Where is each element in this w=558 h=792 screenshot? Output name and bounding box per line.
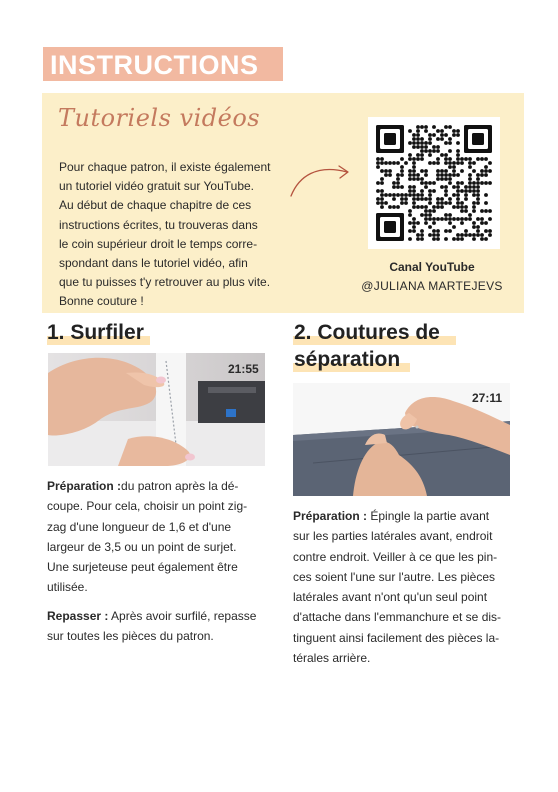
section2-preparation	[293, 506, 510, 668]
arrow-icon	[287, 158, 355, 200]
prep-label: Préparation :	[293, 509, 368, 523]
page-title: INSTRUCTIONS	[50, 50, 259, 80]
section1-heading: 1. Surfiler	[47, 321, 144, 344]
iron-label: Repasser :	[47, 609, 109, 623]
video-section-title: Tutoriels vidéos	[58, 104, 261, 132]
channel-label: Canal YouTube	[389, 260, 475, 274]
video-section-text: Pour chaque patron, il existe également un tutoriel vidéo gratuit sur YouTube. Au début de chaque chapitre de ces instructions écrites, tu trouveras dans le coin supérieur droit le temps corre- spondant dans le tutoriel vidéo, afin que tu puisses t'y retrouver au plus vite. Bonne couture !	[59, 160, 271, 309]
section2-heading-line1: 2. Coutures de	[294, 321, 440, 344]
section2-heading-line2: séparation	[294, 348, 401, 371]
prep-text: Épingle la partie avant sur les parties latérales avant, endroit contre endroit. Veiller à ce que les pin- ces soient l'une sur l'autre. Les pièces latérales avant n'ont qu'un seul point d'attache dans l'emmanchure et se dis- tinguent ainsi facilement des pièces la- térales arrière.	[293, 509, 502, 666]
section1-preparation	[47, 476, 264, 598]
youtube-qr-code[interactable]	[368, 117, 500, 249]
prep-text: du patron après la dé- coupe. Pour cela, choisir un point zig- zag d'une longueur de 1,6 et d'une largeur de 3,5 ou un point de surjet. Une surjeteuse peut également être utilisée.	[47, 479, 248, 595]
section2-timestamp: 27:11	[472, 391, 503, 405]
prep-label: Préparation :	[47, 479, 122, 493]
channel-handle: @JULIANA MARTEJEVS	[361, 279, 503, 293]
iron-text: Après avoir surfilé, repasse sur toutes les pièces du patron.	[47, 609, 257, 644]
section1-timestamp: 21:55	[228, 362, 259, 376]
section1-ironing	[47, 606, 264, 647]
